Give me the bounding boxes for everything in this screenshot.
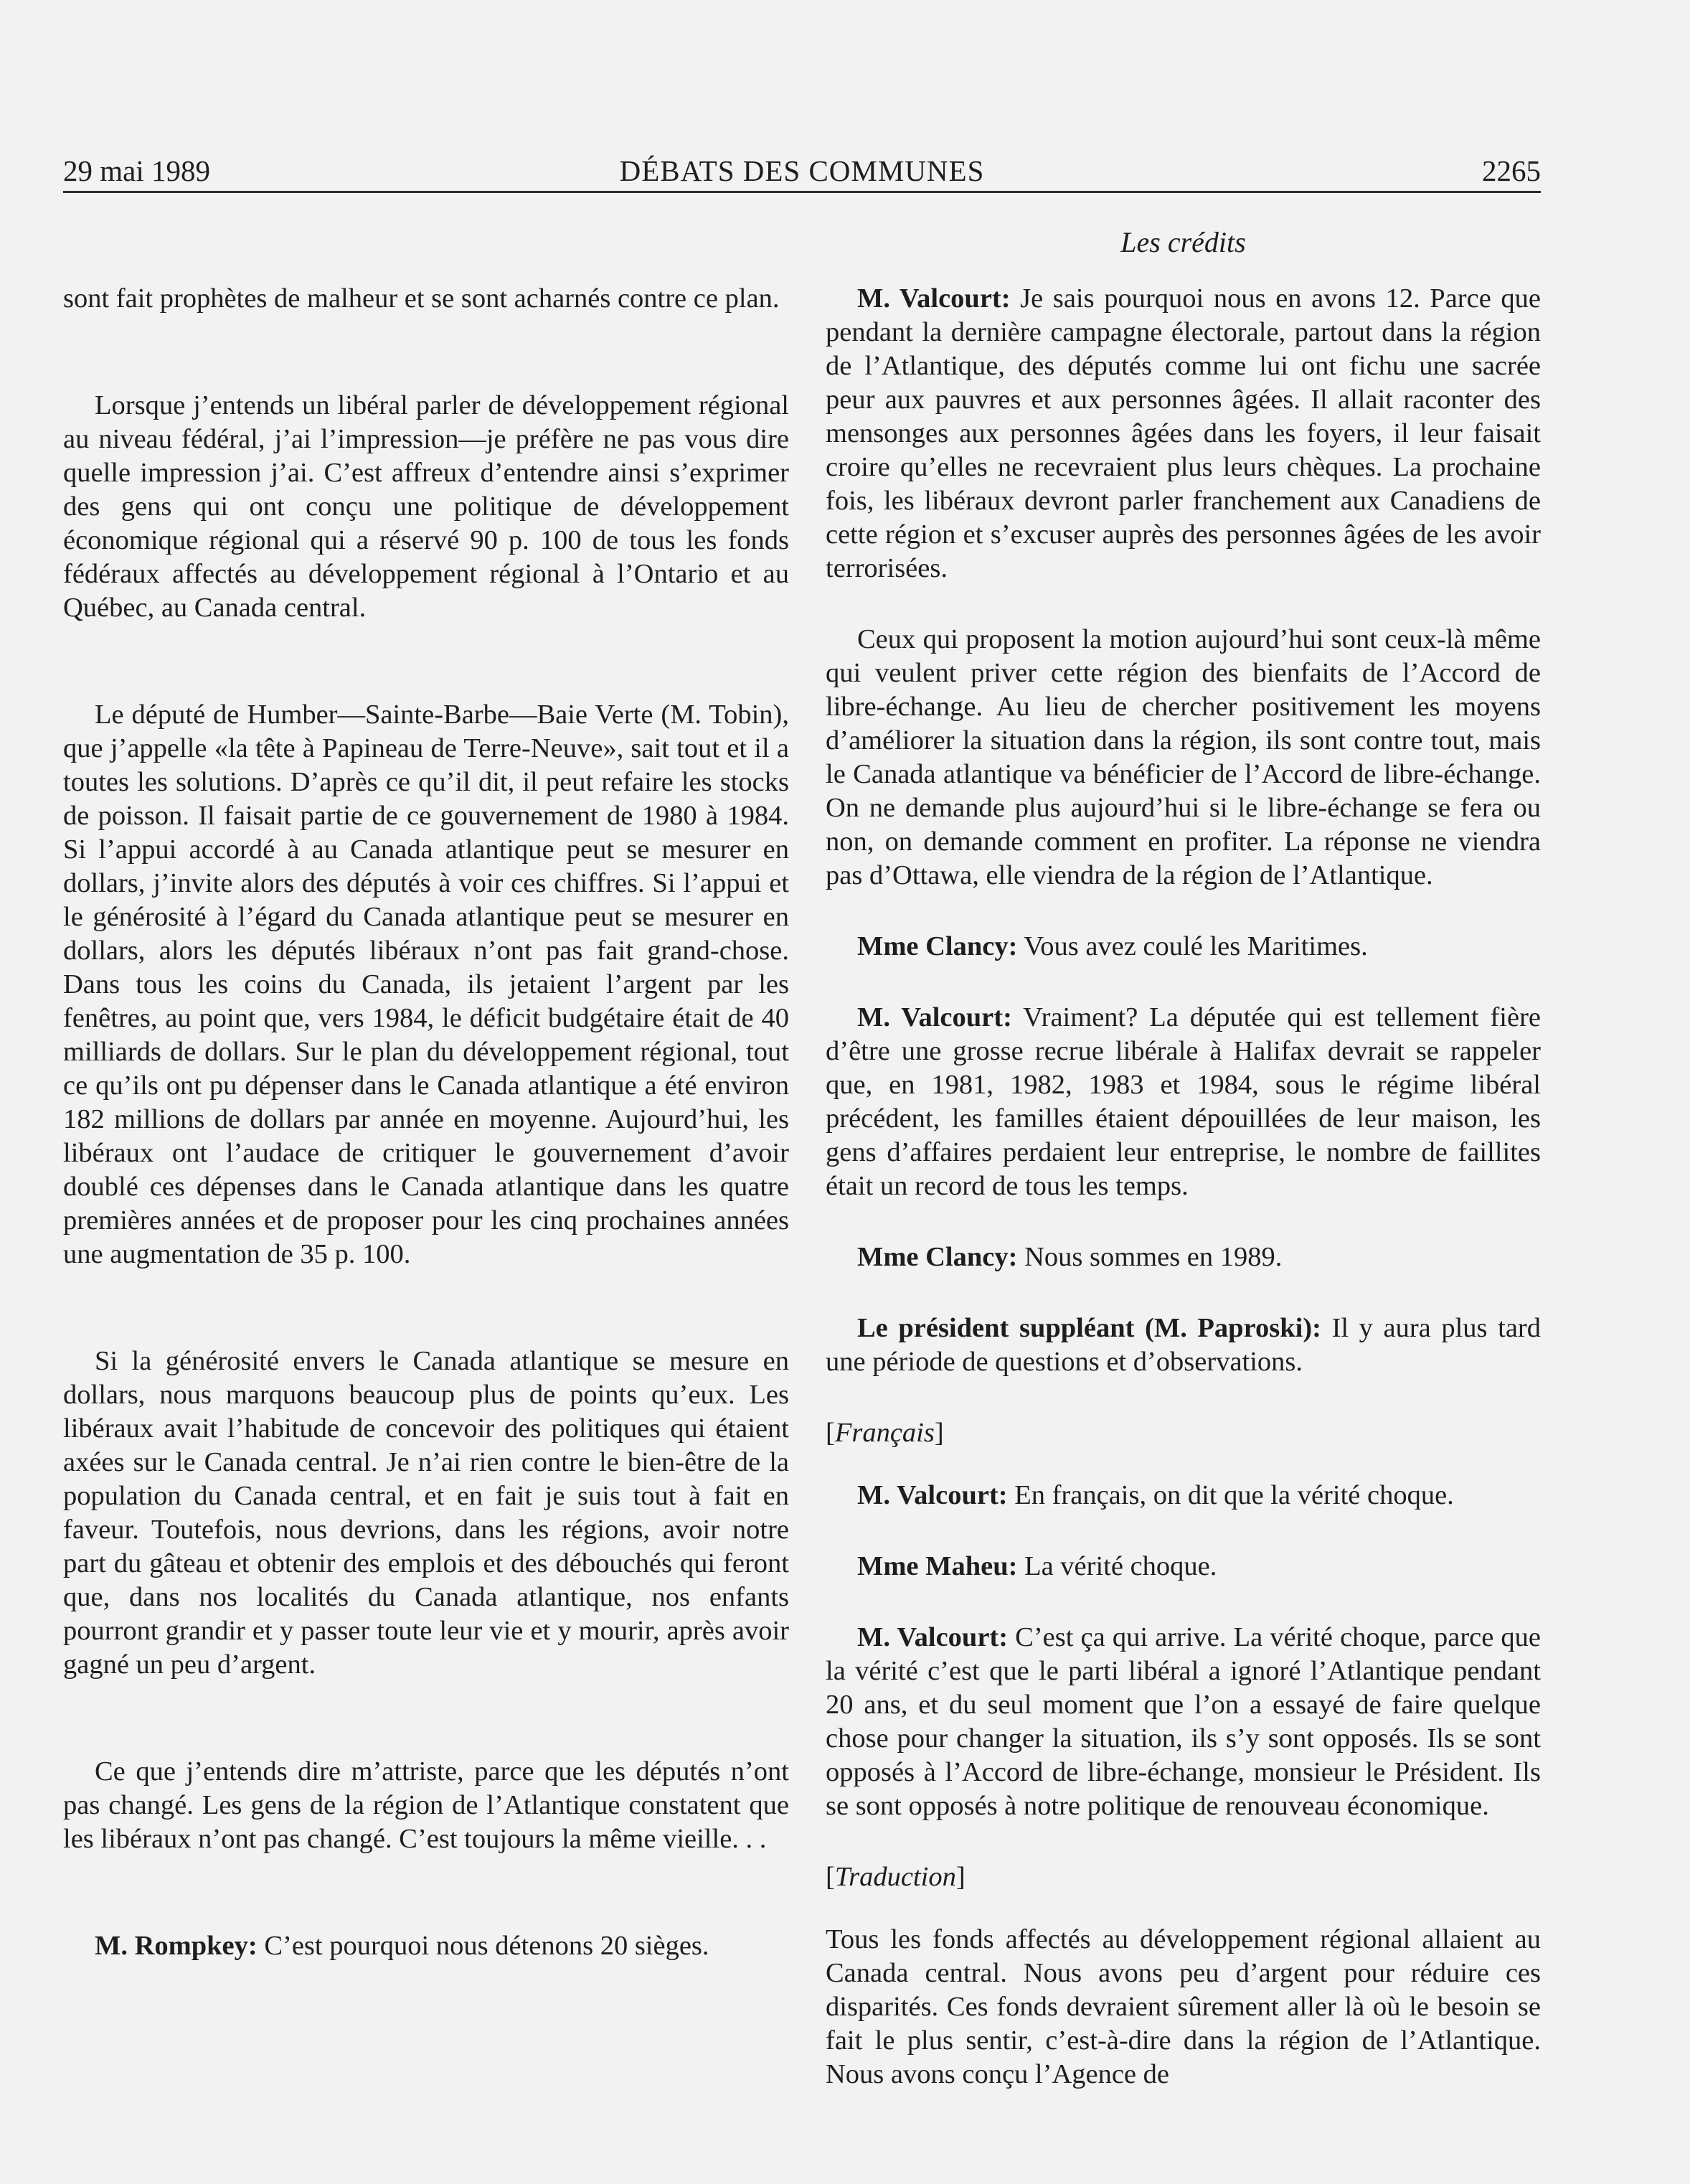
speaker-name: M. Valcourt: (857, 1622, 1009, 1652)
speaker-name: M. Valcourt: (857, 283, 1011, 314)
intervention-text: En français, on dit que la vérité choque. (1007, 1480, 1454, 1510)
language-tag-label: Traduction (834, 1862, 956, 1892)
paragraph-humber-member: Le député de Humber—Sainte-Barbe—Baie Verte (M. Tobin), que j’appelle «la tête à Papineau de Terre-Neuve», sait tout et il a toutes les solutions. D’après ce qu’il dit, il peut refaire les stocks de poisson. Il faisait partie de ce gouvernement de 1980 à 1984. Si l’appui accordé à au Canada atlantique peut se mesurer en dollars, j’invite alors des députés à voir ces chiffres. Si l’appui et le générosité à l’égard du Canada atlantique peut se mesurer en dollars, alors les députés libéraux n’ont pas fait grand-chose. Dans tous les coins du Canada, ils jetaient l’argent par les fenêtres, au point que, vers 1984, le déficit budgétaire était de 40 milliards de dollars. Sur le plan du développement régional, tout ce qu’ils ont pu dépenser dans le Canada atlantique a été environ 182 millions de dollars par année en moyenne. Aujourd’hui, les libéraux ont l’audace de critiquer le gouvernement d’avoir doublé ces dépenses dans le Canada atlantique dans les quatre premières années et de proposer pour les cinq prochaines années une augmentation de 35 p. 100. (63, 700, 789, 1269)
document-page (63, 0, 1541, 2184)
intervention-valcourt-3 (826, 1479, 1541, 1512)
language-tag-label: Français (834, 1418, 935, 1448)
intervention-valcourt-4 (826, 1621, 1541, 1823)
page-number: 2265 (1482, 154, 1541, 187)
intervention-text: Nous sommes en 1989. (1017, 1242, 1283, 1272)
paragraph-generosity: Si la générosité envers le Canada atlantique se mesure en dollars, nous marquons beaucoup plus de points qu’eux. Les libéraux avait l’habitude de concevoir des politiques qui étaient axées sur le Canada central. Je n’ai rien contre le bien-être de la population du Canada central, et en fait je suis tout à fait en faveur. Toutefois, nous devrions, dans les régions, avoir notre part du gâteau et obtenir des emplois et des débouchés qui feront que, dans nos localités du Canada atlantique, nos enfants pourront grandir et y passer toute leur vie et y mourir, après avoir gagné un peu d’argent. (63, 1346, 789, 1680)
paragraph-regional-funds: Tous les fonds affectés au développement régional allaient au Canada central. Nous avons peu d’argent pour réduire ces disparités. Ces fonds devraient sûrement aller là où le besoin se fait le plus sentir, c’est-à-dire dans la région de l’Atlantique. Nous avons conçu l’Agence de (826, 1924, 1541, 2089)
intervention-valcourt-2 (826, 1001, 1541, 1203)
paragraph-free-trade: Ceux qui proposent la motion aujourd’hui sont ceux-là même qui veulent priver cette région des bienfaits de l’Accord de libre-échange. Au lieu de chercher positivement les moyens d’améliorer la situation dans la région, ils sont contre tout, mais le Canada atlantique va bénéficier de l’Accord de libre-échange. On ne demande plus aujourd’hui si le libre-échange se fera ou non, on demande comment en profiter. La réponse ne viendra pas d’Ottawa, elle viendra de la région de l’Atlantique. (826, 624, 1541, 890)
header-title: DÉBATS DES COMMUNES (619, 154, 985, 187)
intervention-text: Vraiment? La députée qui est tellement fière d’être une grosse recrue libérale à Halifax devrait se rappeler que, en 1981, 1982, 1983 et 1984, sous le régime libéral précédent, les familles étaient dépouillées de leur maison, les gens d’affaires perdaient leur entreprise, le nombre de faillites était un record de tous les temps. (826, 1002, 1541, 1201)
intervention-clancy-2 (826, 1241, 1541, 1274)
speaker-name: Mme Clancy: (857, 1242, 1018, 1272)
intervention-rompkey (63, 1929, 789, 1963)
intervention-clancy-1 (826, 930, 1541, 964)
speaker-name: M. Valcourt: (857, 1002, 1012, 1032)
speaker-name: M. Valcourt: (857, 1480, 1008, 1510)
intervention-text: Vous avez coulé les Maritimes. (1017, 931, 1368, 961)
intervention-text: C’est pourquoi nous détenons 20 sièges. (257, 1931, 709, 1961)
speaker-name: Mme Maheu: (857, 1551, 1018, 1581)
speaker-name: Mme Clancy: (857, 931, 1018, 961)
paragraph-sadness: Ce que j’entends dire m’attriste, parce que les députés n’ont pas changé. Les gens de la région de l’Atlantique constatent que les libéraux n’ont pas changé. C’est toujours la même vieille. . . (63, 1756, 789, 1854)
intervention-text: La vérité choque. (1017, 1551, 1217, 1581)
speaker-name: Le président suppléant (M. Paproski): (857, 1313, 1321, 1343)
intervention-valcourt-1 (826, 282, 1541, 585)
paragraph-continued: sont fait prophètes de malheur et se sont acharnés contre ce plan. (63, 283, 780, 314)
intervention-text: Il y aura plus tard une période de questions et d’observations. (826, 1313, 1541, 1377)
paragraph-regional-development: Lorsque j’entends un libéral parler de développement régional au niveau fédéral, j’ai l’impression—je préfère ne pas vous dire quelle impression j’ai. C’est affreux d’entendre ainsi s’exprimer des gens qui ont conçu une politique de développement économique régional qui a réservé 90 p. 100 de tous les fonds fédéraux affectés au développement régional à l’Ontario et au Québec, au Canada central. (63, 390, 789, 623)
language-tag-francais: [Français] (826, 1418, 944, 1448)
intervention-text: Je sais pourquoi nous en avons 12. Parce que pendant la dernière campagne électorale, partout dans la région de l’Atlantique, des députés comme lui ont fichu une sacrée peur aux pauvres et aux personnes âgées. Il allait raconter des mensonges aux personnes âgées dans les foyers, il leur faisait croire qu’elles ne recevraient plus leurs chèques. La prochaine fois, les libéraux devront parler franchement aux Canadiens de cette région et s’excuser auprès des personnes âgées de les avoir terrorisées. (826, 283, 1541, 583)
intervention-acting-speaker (826, 1312, 1541, 1379)
right-column (826, 282, 1541, 2129)
speaker-name: M. Rompkey: (95, 1931, 258, 1961)
language-tag-traduction: [Traduction] (826, 1862, 966, 1892)
intervention-maheu (826, 1550, 1541, 1583)
left-column (63, 282, 789, 2000)
intervention-text: C’est ça qui arrive. La vérité choque, parce que la vérité c’est que le parti libéral a ignoré l’Atlantique pendant 20 ans, et du seul moment que l’on a essayé de faire quelque chose pour changer la situation, ils s’y sont opposés. Ils se sont opposés à l’Accord de libre-échange, monsieur le Président. Ils se sont opposés à notre politique de renouveau économique. (826, 1622, 1542, 1821)
header-date: 29 mai 1989 (63, 154, 210, 187)
section-title: Les crédits (1120, 226, 1246, 258)
running-header (63, 151, 1541, 193)
